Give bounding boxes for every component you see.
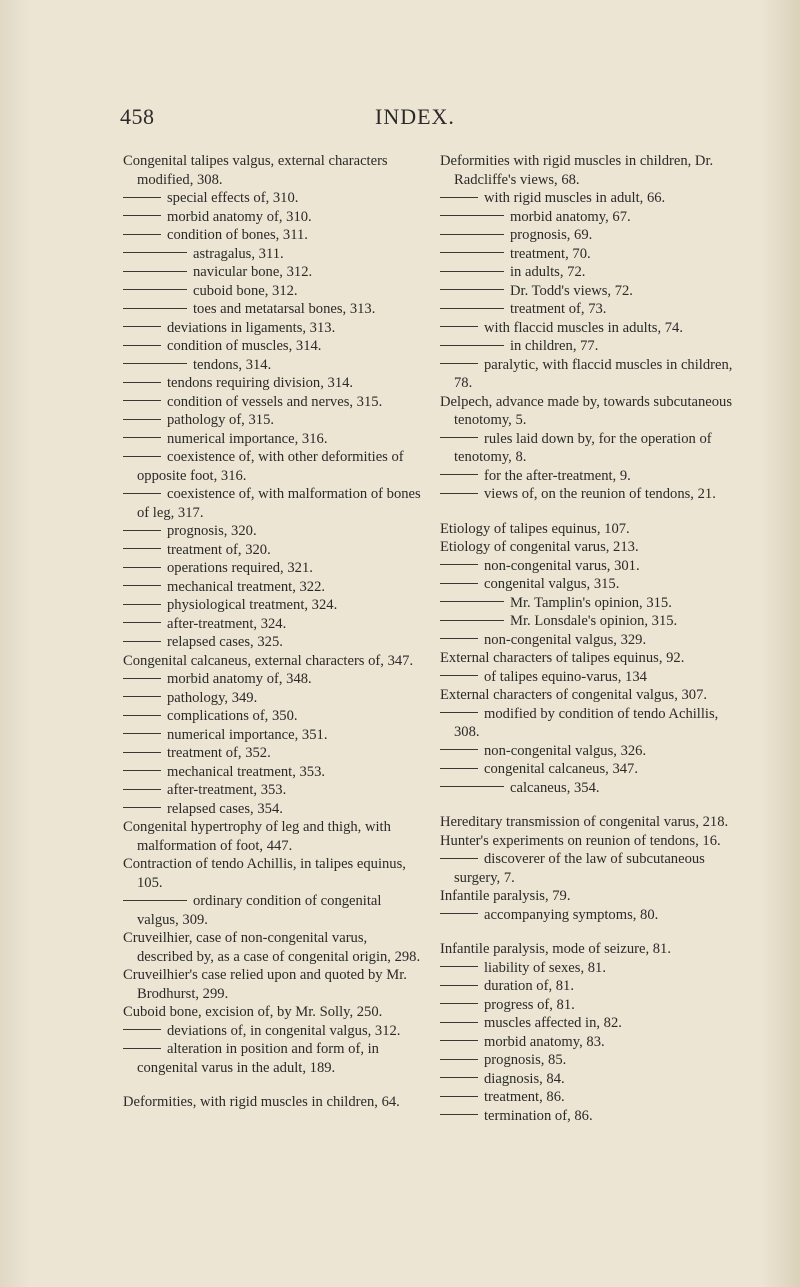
entry-text: diagnosis, 84.: [484, 1070, 565, 1087]
entry-text: treatment of, 352.: [167, 745, 271, 761]
entry-text: Mr. Lonsdale's opinion, 315.: [510, 613, 678, 629]
index-subentry: [123, 744, 423, 763]
ditto-dash: [123, 1029, 161, 1030]
entry-text: termination of, 86.: [484, 1107, 593, 1124]
entry-text: Cruveilhier, case of non-congenital varus, described by, as a case of congenital origin, 298.: [123, 930, 421, 965]
ditto-dash: [123, 715, 161, 716]
entry-text: Congenital calcaneus, external characters of, 347.: [123, 652, 414, 669]
index-subentry: [123, 689, 423, 708]
index-entry: [123, 818, 423, 855]
index-subentry: [123, 337, 423, 356]
entry-text: operations required, 321.: [167, 560, 313, 576]
ditto-dash: [123, 382, 161, 383]
entry-text: morbid anatomy of, 348.: [167, 671, 312, 687]
index-subentry: [123, 1022, 423, 1041]
entry-text: prognosis, 85.: [484, 1052, 567, 1068]
index-subentry: [123, 485, 423, 522]
ditto-dash: [440, 564, 478, 565]
index-subentry: [440, 668, 740, 687]
index-subentry: [123, 559, 423, 578]
index-subentry: [440, 337, 740, 356]
entry-text: liability of sexes, 81.: [484, 959, 607, 976]
ditto-dash: [440, 786, 504, 787]
entry-text: Delpech, advance made by, towards subcutaneous tenotomy, 5.: [440, 393, 733, 428]
ditto-dash: [440, 1003, 478, 1004]
index-subentry: [123, 892, 423, 929]
index-subentry: [440, 557, 740, 576]
ditto-dash: [123, 308, 187, 309]
ditto-dash: [123, 234, 161, 235]
entry-text: Hunter's experiments on reunion of tendons, 16.: [440, 832, 721, 849]
ditto-dash: [123, 604, 161, 605]
entry-text: External characters of congenital valgus, 307.: [440, 687, 708, 703]
entry-text: Etiology of congenital varus, 213.: [440, 539, 639, 555]
ditto-dash: [123, 215, 161, 216]
index-subentry: [123, 282, 423, 301]
ditto-dash: [440, 326, 478, 327]
ditto-dash: [123, 271, 187, 272]
index-entry: [123, 1093, 423, 1112]
entry-text: in adults, 72.: [510, 264, 586, 280]
index-subentry: [123, 300, 423, 319]
index-subentry: [123, 263, 423, 282]
ditto-dash: [440, 234, 504, 235]
index-subentry: [123, 578, 423, 597]
ditto-dash: [440, 1096, 478, 1097]
index-subentry: [123, 633, 423, 652]
ditto-dash: [123, 493, 161, 494]
ditto-dash: [440, 749, 478, 750]
entry-text: Cuboid bone, excision of, by Mr. Solly, 250.: [123, 1004, 383, 1020]
ditto-dash: [123, 641, 161, 642]
entry-text: mechanical treatment, 322.: [167, 578, 326, 595]
entry-text: Infantile paralysis, 79.: [440, 888, 571, 904]
ditto-dash: [123, 900, 187, 901]
index-subentry: [123, 522, 423, 541]
entry-text: Mr. Tamplin's opinion, 315.: [510, 594, 672, 611]
entry-text: coexistence of, with other deformities of opposite foot, 316.: [137, 449, 404, 484]
index-column-left: [123, 152, 423, 1112]
entry-text: Congenital hypertrophy of leg and thigh, with malformation of foot, 447.: [123, 819, 391, 854]
ditto-dash: [440, 474, 478, 475]
ditto-dash: [440, 345, 504, 346]
entry-text: cuboid bone, 312.: [193, 282, 298, 299]
index-subentry: [123, 448, 423, 485]
entry-text: Etiology of talipes equinus, 107.: [440, 520, 630, 537]
entry-text: coexistence of, with malformation of bones of leg, 317.: [137, 486, 421, 521]
ditto-dash: [123, 770, 161, 771]
entry-text: tendons requiring division, 314.: [167, 375, 354, 391]
index-entry: [440, 520, 740, 539]
ditto-dash: [123, 789, 161, 790]
entry-text: accompanying symptoms, 80.: [484, 906, 659, 923]
ditto-dash: [123, 326, 161, 327]
index-entry: [123, 966, 423, 1003]
ditto-dash: [123, 530, 161, 531]
index-column-right: [440, 152, 740, 1125]
entry-text: treatment, 86.: [484, 1089, 565, 1105]
ditto-dash: [440, 858, 478, 859]
entry-text: pathology of, 315.: [167, 412, 275, 428]
page-number: 458: [120, 104, 155, 129]
index-subentry: [440, 1107, 740, 1126]
index-subentry: [440, 977, 740, 996]
index-entry: [123, 652, 423, 671]
ditto-dash: [440, 1040, 478, 1041]
entry-text: morbid anatomy, 83.: [484, 1033, 605, 1050]
index-subentry: [440, 282, 740, 301]
entry-text: Hereditary transmission of congenital varus, 218.: [440, 814, 729, 830]
entry-text: alteration in position and form of, in congenital varus in the adult, 189.: [137, 1041, 379, 1076]
entry-text: with rigid muscles in adult, 66.: [484, 190, 666, 206]
entry-text: after-treatment, 353.: [167, 782, 287, 798]
index-entry: [440, 152, 740, 189]
entry-text: numerical importance, 351.: [167, 726, 328, 743]
ditto-dash: [440, 197, 478, 198]
ditto-dash: [440, 1059, 478, 1060]
index-entry: [123, 152, 423, 189]
entry-text: muscles affected in, 82.: [484, 1015, 622, 1031]
index-subentry: [123, 763, 423, 782]
index-entry: [440, 887, 740, 906]
entry-text: physiological treatment, 324.: [167, 597, 338, 613]
index-subentry: [440, 208, 740, 227]
ditto-dash: [123, 1048, 161, 1049]
ditto-dash: [123, 807, 161, 808]
entry-text: numerical importance, 316.: [167, 430, 328, 447]
index-subentry: [123, 226, 423, 245]
entry-text: condition of vessels and nerves, 315.: [167, 393, 383, 410]
ditto-dash: [123, 567, 161, 568]
entry-text: calcaneus, 354.: [510, 779, 600, 796]
ditto-dash: [123, 400, 161, 401]
page-title: INDEX.: [375, 104, 455, 129]
ditto-dash: [123, 197, 161, 198]
index-subentry: [440, 594, 740, 613]
index-subentry: [123, 596, 423, 615]
ditto-dash: [440, 437, 478, 438]
index-subentry: [123, 541, 423, 560]
entry-text: deviations in ligaments, 313.: [167, 319, 336, 336]
index-subentry: [440, 430, 740, 467]
ditto-dash: [123, 289, 187, 290]
index-subentry: [440, 1014, 740, 1033]
ditto-dash: [440, 985, 478, 986]
ditto-dash: [440, 601, 504, 602]
ditto-dash: [123, 622, 161, 623]
index-subentry: [123, 615, 423, 634]
entry-text: views of, on the reunion of tendons, 21.: [484, 486, 716, 502]
index-subentry: [440, 612, 740, 631]
entry-text: for the after-treatment, 9.: [484, 467, 631, 484]
index-subentry: [123, 781, 423, 800]
index-subentry: [440, 263, 740, 282]
entry-text: paralytic, with flaccid muscles in children, 78.: [454, 356, 733, 391]
index-subentry: [440, 742, 740, 761]
ditto-dash: [440, 252, 504, 253]
entry-text: non-congenital varus, 301.: [484, 557, 640, 574]
entry-gap: [440, 924, 740, 940]
entry-text: Contraction of tendo Achillis, in talipes equinus, 105.: [123, 856, 406, 891]
index-entry: [440, 538, 740, 557]
entry-text: discoverer of the law of subcutaneous surgery, 7.: [454, 851, 705, 886]
index-subentry: [440, 575, 740, 594]
entry-gap: [440, 797, 740, 813]
ditto-dash: [123, 419, 161, 420]
ditto-dash: [440, 493, 478, 494]
entry-text: after-treatment, 324.: [167, 615, 287, 632]
entry-text: congenital valgus, 315.: [484, 576, 620, 592]
entry-text: morbid anatomy of, 310.: [167, 208, 312, 225]
entry-text: in children, 77.: [510, 338, 599, 354]
index-subentry: [440, 467, 740, 486]
ditto-dash: [123, 752, 161, 753]
index-subentry: [440, 631, 740, 650]
index-subentry: [440, 356, 740, 393]
ditto-dash: [440, 308, 504, 309]
entry-text: modified by condition of tendo Achillis, 308.: [454, 705, 719, 740]
entry-text: condition of muscles, 314.: [167, 338, 322, 354]
index-subentry: [123, 800, 423, 819]
index-entry: [123, 929, 423, 966]
entry-text: Infantile paralysis, mode of seizure, 81.: [440, 941, 671, 957]
entry-text: complications of, 350.: [167, 708, 298, 724]
entry-text: Cruveilhier's case relied upon and quoted by Mr. Brodhurst, 299.: [123, 967, 407, 1002]
index-subentry: [440, 189, 740, 208]
entry-text: non-congenital valgus, 329.: [484, 631, 647, 648]
ditto-dash: [123, 252, 187, 253]
index-subentry: [440, 760, 740, 779]
index-subentry: [440, 996, 740, 1015]
index-subentry: [440, 779, 740, 798]
entry-text: mechanical treatment, 353.: [167, 763, 326, 780]
entry-text: rules laid down by, for the operation of tenotomy, 8.: [454, 430, 712, 465]
ditto-dash: [440, 271, 504, 272]
ditto-dash: [123, 678, 161, 679]
index-entry: [123, 855, 423, 892]
ditto-dash: [123, 456, 161, 457]
ditto-dash: [440, 675, 478, 676]
entry-text: pathology, 349.: [167, 689, 258, 706]
index-subentry: [440, 1051, 740, 1070]
index-subentry: [123, 726, 423, 745]
ditto-dash: [123, 585, 161, 586]
index-entry: [123, 1003, 423, 1022]
index-subentry: [123, 208, 423, 227]
ditto-dash: [440, 1114, 478, 1115]
index-subentry: [440, 705, 740, 742]
index-subentry: [123, 245, 423, 264]
ditto-dash: [123, 345, 161, 346]
index-subentry: [440, 1033, 740, 1052]
entry-text: Deformities with rigid muscles in children, Dr. Radcliffe's views, 68.: [440, 153, 714, 188]
index-subentry: [123, 707, 423, 726]
ditto-dash: [440, 583, 478, 584]
entry-text: treatment, 70.: [510, 245, 591, 262]
index-entry: [440, 649, 740, 668]
entry-text: with flaccid muscles in adults, 74.: [484, 319, 684, 336]
index-subentry: [123, 393, 423, 412]
entry-text: External characters of talipes equinus, 92.: [440, 650, 685, 666]
entry-text: progress of, 81.: [484, 996, 575, 1013]
ditto-dash: [440, 966, 478, 967]
entry-text: Congenital talipes valgus, external characters modified, 308.: [123, 153, 388, 188]
entry-text: duration of, 81.: [484, 978, 574, 994]
index-subentry: [440, 906, 740, 925]
index-subentry: [123, 1040, 423, 1077]
entry-text: condition of bones, 311.: [167, 227, 308, 243]
entry-text: morbid anatomy, 67.: [510, 208, 631, 225]
ditto-dash: [440, 1022, 478, 1023]
ditto-dash: [440, 768, 478, 769]
ditto-dash: [440, 363, 478, 364]
index-subentry: [440, 959, 740, 978]
index-subentry: [123, 430, 423, 449]
index-subentry: [123, 356, 423, 375]
index-subentry: [440, 300, 740, 319]
ditto-dash: [440, 620, 504, 621]
index-subentry: [123, 319, 423, 338]
entry-text: special effects of, 310.: [167, 190, 299, 206]
index-entry: [440, 813, 740, 832]
entry-gap: [440, 504, 740, 520]
entry-text: prognosis, 320.: [167, 523, 257, 539]
index-subentry: [440, 245, 740, 264]
entry-text: deviations of, in congenital valgus, 312.: [167, 1022, 401, 1039]
entry-text: prognosis, 69.: [510, 227, 593, 243]
ditto-dash: [123, 437, 161, 438]
entry-text: treatment of, 320.: [167, 541, 271, 558]
index-subentry: [440, 485, 740, 504]
index-subentry: [440, 850, 740, 887]
entry-gap: [123, 1077, 423, 1093]
index-subentry: [123, 670, 423, 689]
index-entry: [440, 393, 740, 430]
index-subentry: [123, 374, 423, 393]
ditto-dash: [123, 733, 161, 734]
page-header: [120, 104, 720, 134]
index-entry: [440, 686, 740, 705]
index-subentry: [440, 319, 740, 338]
index-subentry: [123, 411, 423, 430]
entry-text: Dr. Todd's views, 72.: [510, 282, 633, 299]
entry-text: treatment of, 73.: [510, 301, 607, 317]
entry-text: ordinary condition of congenital valgus, 309.: [137, 893, 382, 928]
entry-text: Deformities, with rigid muscles in children, 64.: [123, 1094, 400, 1110]
entry-text: toes and metatarsal bones, 313.: [193, 301, 376, 317]
entry-text: navicular bone, 312.: [193, 264, 313, 280]
index-subentry: [123, 189, 423, 208]
index-entry: [440, 832, 740, 851]
index-subentry: [440, 226, 740, 245]
index-entry: [440, 940, 740, 959]
ditto-dash: [123, 548, 161, 549]
ditto-dash: [123, 696, 161, 697]
entry-text: congenital calcaneus, 347.: [484, 761, 638, 777]
entry-text: relapsed cases, 354.: [167, 800, 283, 817]
ditto-dash: [440, 712, 478, 713]
ditto-dash: [440, 289, 504, 290]
ditto-dash: [440, 215, 504, 216]
ditto-dash: [123, 363, 187, 364]
index-subentry: [440, 1088, 740, 1107]
entry-text: relapsed cases, 325.: [167, 634, 283, 650]
ditto-dash: [440, 1077, 478, 1078]
entry-text: tendons, 314.: [193, 356, 272, 373]
index-subentry: [440, 1070, 740, 1089]
entry-text: of talipes equino-varus, 134: [484, 668, 647, 685]
entry-text: astragalus, 311.: [193, 245, 284, 262]
ditto-dash: [440, 913, 478, 914]
ditto-dash: [440, 638, 478, 639]
entry-text: non-congenital valgus, 326.: [484, 742, 647, 759]
